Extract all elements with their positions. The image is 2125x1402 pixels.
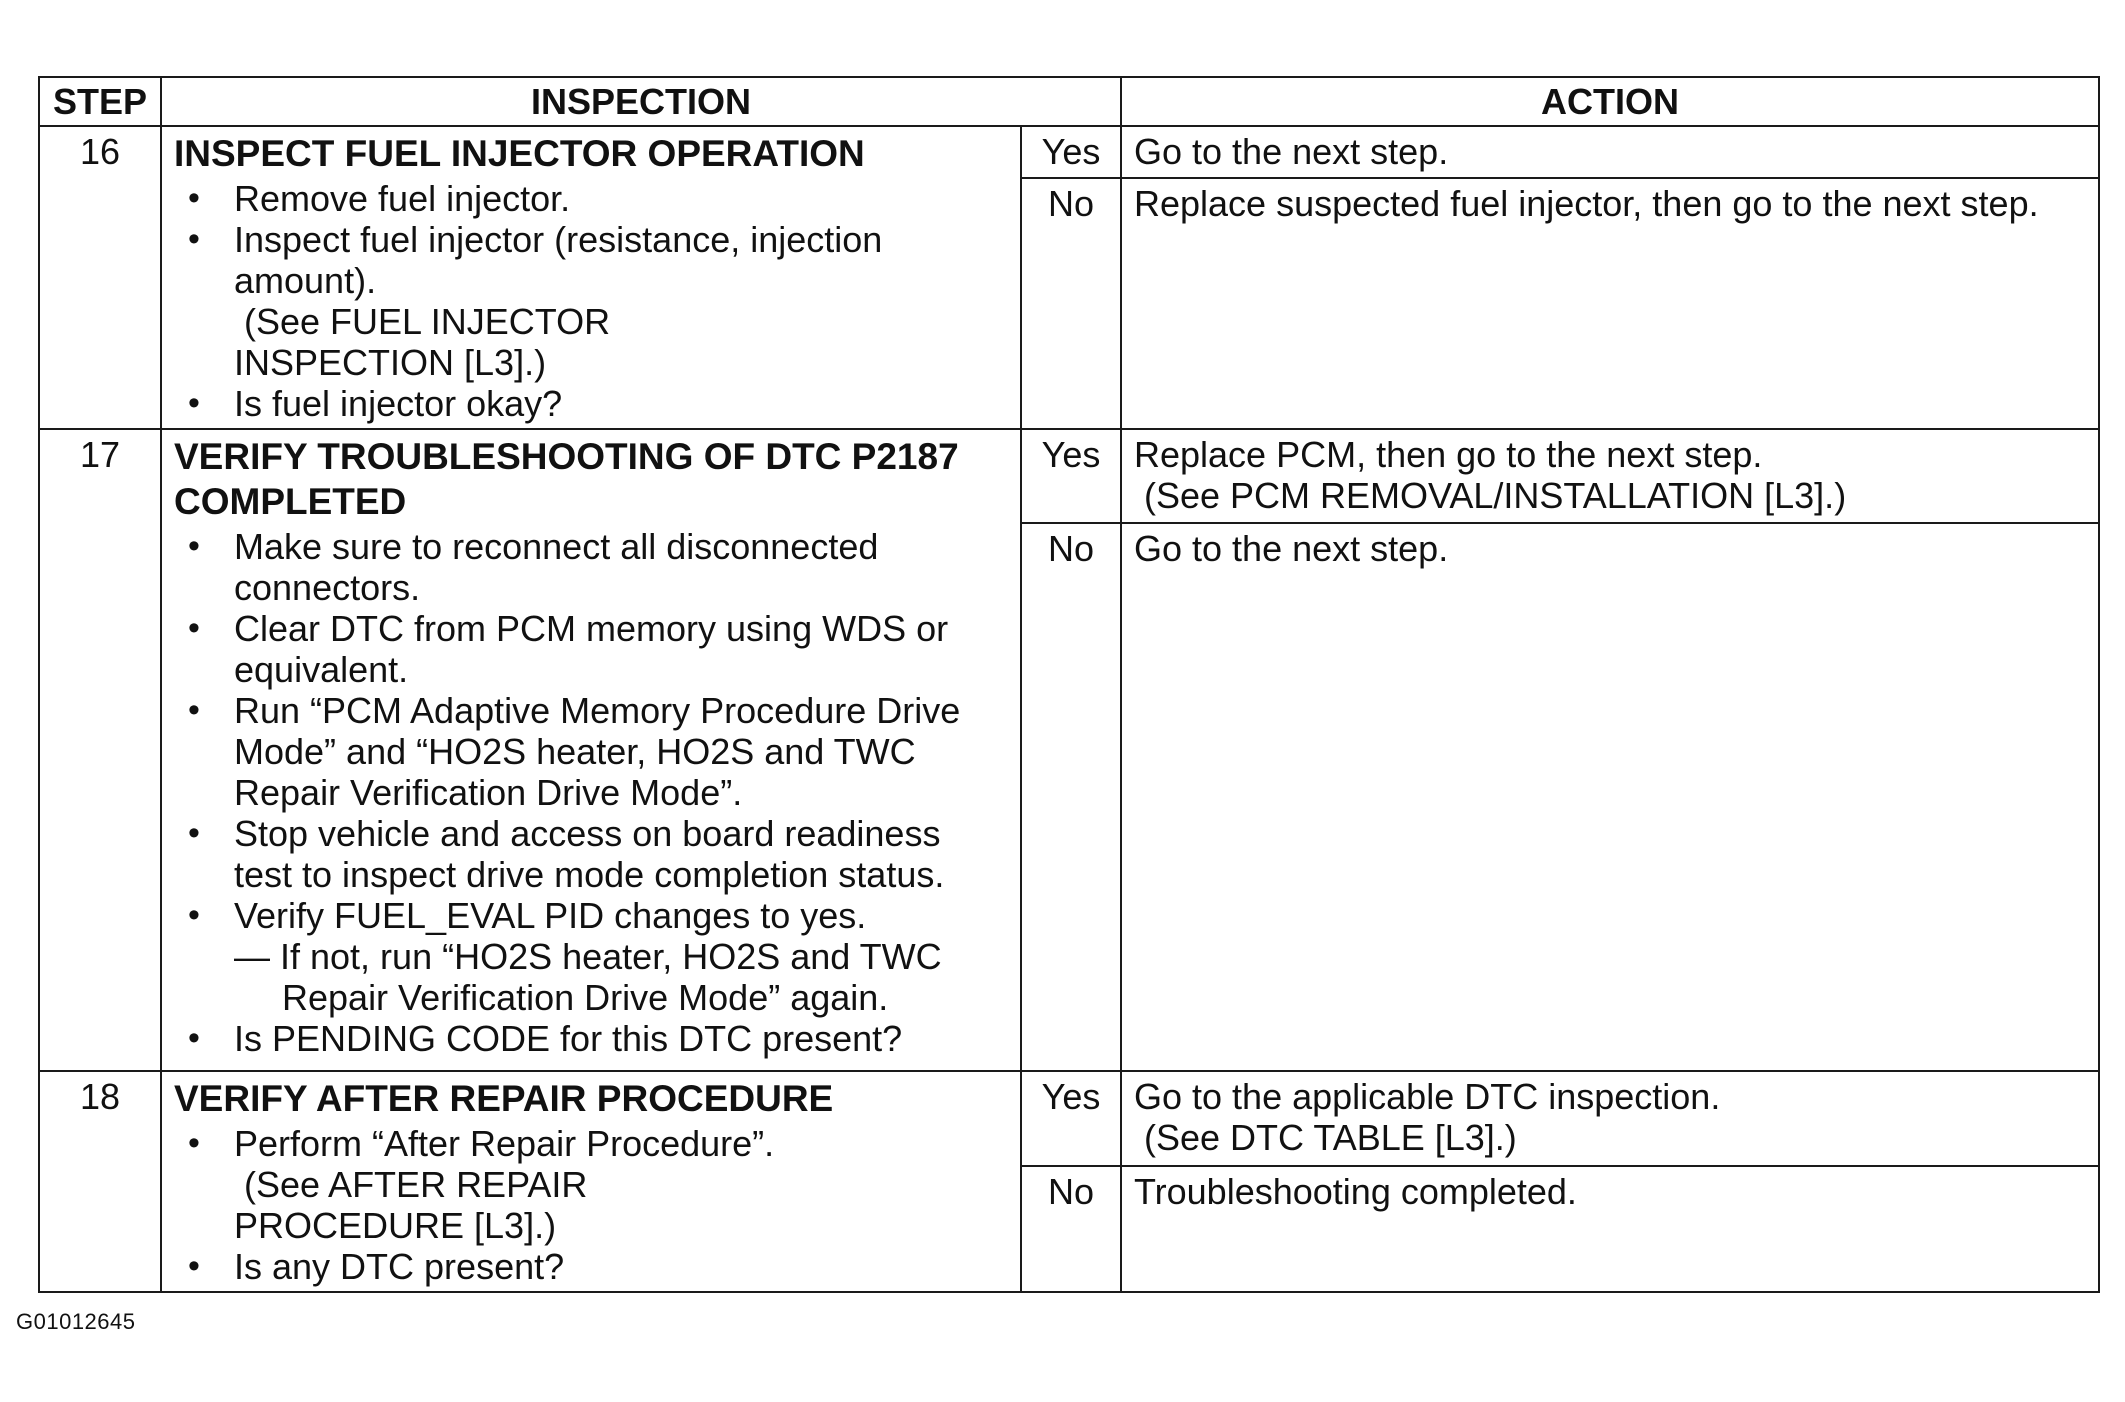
diagnostic-table <box>38 76 2100 1293</box>
bullet-item <box>174 383 1008 424</box>
inspection-bullets <box>174 178 1008 424</box>
table-row-step-16-yes <box>39 126 2099 178</box>
bullet-text: • Clear DTC from PCM memory using WDS or <box>234 608 949 649</box>
header-inspection: INSPECTION <box>161 77 1121 126</box>
bullet-text: • Verify FUEL_EVAL PID changes to yes. <box>234 895 867 936</box>
bullet-text: equivalent. <box>234 649 409 690</box>
bullet-item <box>174 690 1008 813</box>
bullet-text: connectors. <box>234 567 421 608</box>
step-number: 16 <box>39 126 161 429</box>
action-text: Go to the applicable DTC inspection. <box>1134 1076 1721 1117</box>
bullet-item <box>174 813 1008 895</box>
bullet-text: • Stop vehicle and access on board readiness <box>234 813 941 854</box>
bullet-item <box>174 178 1008 219</box>
yes-label: Yes <box>1021 126 1121 178</box>
bullet-text: • Run “PCM Adaptive Memory Procedure Drive <box>234 690 961 731</box>
inspection-cell <box>161 126 1021 429</box>
action-reference: (See PCM REMOVAL/INSTALLATION [L3].) <box>1144 475 1847 516</box>
header-action: ACTION <box>1121 77 2099 126</box>
bullet-reference: (See FUEL INJECTOR <box>244 301 611 342</box>
yes-label: Yes <box>1021 429 1121 523</box>
no-label: No <box>1021 1166 1121 1292</box>
table-row-step-18-yes <box>39 1071 2099 1166</box>
title-line: COMPLETED <box>174 481 407 522</box>
bullet-reference: (See AFTER REPAIR <box>244 1164 588 1205</box>
bullet-subnote: — If not, run “HO2S heater, HO2S and TWC <box>234 936 942 977</box>
inspection-title <box>174 434 1008 524</box>
inspection-cell <box>161 429 1021 1071</box>
bullet-item <box>174 1123 1008 1246</box>
bullet-text: Repair Verification Drive Mode”. <box>234 772 743 813</box>
action-text: Troubleshooting completed. <box>1134 1171 1577 1213</box>
yes-action <box>1121 429 2099 523</box>
no-action <box>1121 178 2099 429</box>
inspection-bullets <box>174 526 1008 1059</box>
inspection-title: VERIFY AFTER REPAIR PROCEDURE <box>174 1078 834 1119</box>
bullet-text: test to inspect drive mode completion status. <box>234 854 945 895</box>
bullet-question: • Is PENDING CODE for this DTC present? <box>234 1018 903 1059</box>
bullet-item <box>174 895 1008 1018</box>
bullet-item <box>174 1246 1008 1287</box>
bullet-item <box>174 1018 1008 1059</box>
table-row-step-17-yes <box>39 429 2099 523</box>
header-step: STEP <box>39 77 161 126</box>
action-text: Go to the next step. <box>1134 528 1449 569</box>
bullet-text: • Remove fuel injector. <box>234 178 571 219</box>
bullet-question: • Is any DTC present? <box>234 1246 565 1287</box>
inspection-bullets <box>174 1123 1008 1287</box>
yes-action <box>1121 1071 2099 1166</box>
bullet-text: • Inspect fuel injector (resistance, injection <box>234 219 883 260</box>
yes-action <box>1121 126 2099 178</box>
bullet-reference: INSPECTION [L3].) <box>234 342 547 383</box>
bullet-text: • Perform “After Repair Procedure”. <box>234 1123 775 1164</box>
no-action <box>1121 1166 2099 1292</box>
step-number: 18 <box>39 1071 161 1292</box>
step-number: 17 <box>39 429 161 1071</box>
bullet-text: amount). <box>234 260 377 301</box>
table-header-row <box>39 77 2099 126</box>
no-action <box>1121 523 2099 1071</box>
no-label: No <box>1021 178 1121 429</box>
action-text: Replace PCM, then go to the next step. <box>1134 434 1763 475</box>
action-reference: (See DTC TABLE [L3].) <box>1144 1117 1517 1158</box>
bullet-subnote: Repair Verification Drive Mode” again. <box>282 977 889 1018</box>
bullet-reference: PROCEDURE [L3].) <box>234 1205 557 1246</box>
bullet-item <box>174 526 1008 608</box>
title-line: VERIFY TROUBLESHOOTING OF DTC P2187 <box>174 436 959 477</box>
bullet-item <box>174 608 1008 690</box>
inspection-cell <box>161 1071 1021 1292</box>
no-label: No <box>1021 523 1121 1071</box>
yes-label: Yes <box>1021 1071 1121 1166</box>
bullet-text: • Make sure to reconnect all disconnected <box>234 526 879 567</box>
action-text: Replace suspected fuel injector, then go to the next step. <box>1134 183 2039 225</box>
bullet-question: • Is fuel injector okay? <box>234 383 563 424</box>
bullet-item <box>174 219 1008 383</box>
bullet-text: Mode” and “HO2S heater, HO2S and TWC <box>234 731 916 772</box>
action-text: Go to the next step. <box>1134 131 1449 172</box>
figure-code: G01012645 <box>16 1309 136 1334</box>
inspection-title: INSPECT FUEL INJECTOR OPERATION <box>174 133 865 174</box>
